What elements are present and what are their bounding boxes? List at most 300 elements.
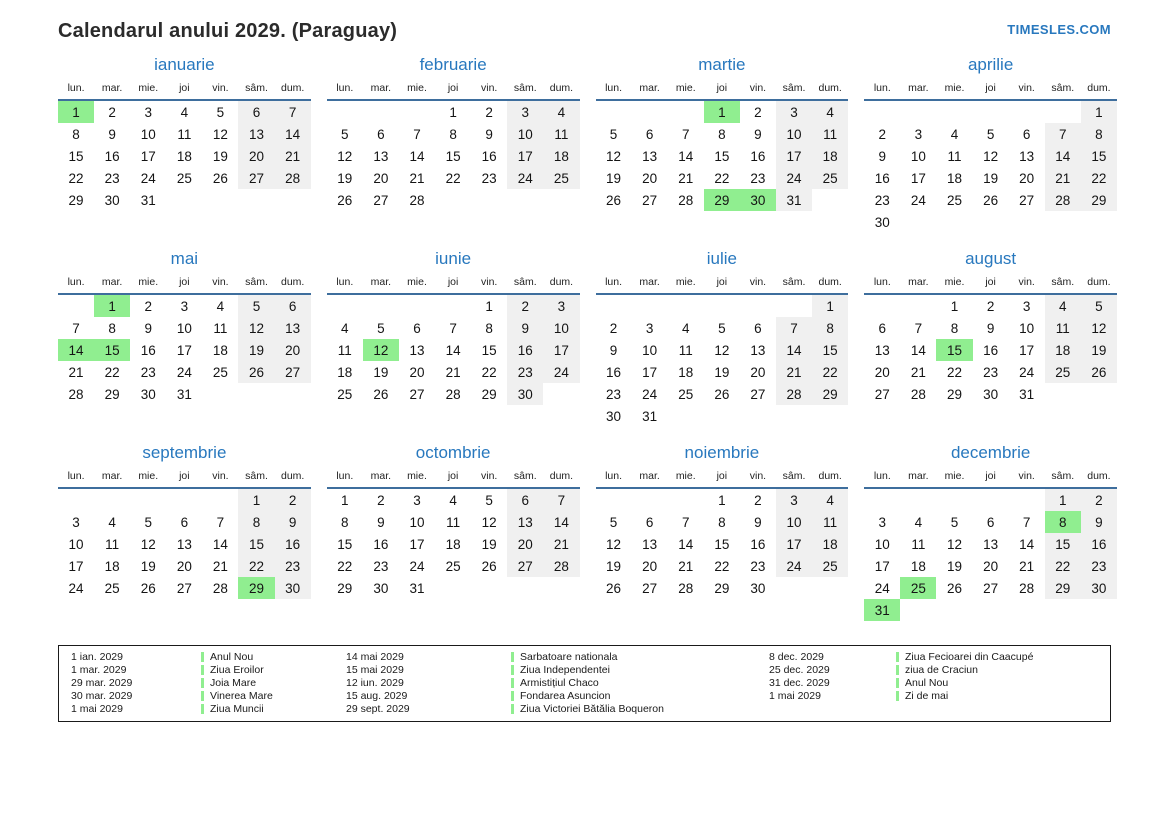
- weekday-label: vin.: [1009, 82, 1045, 100]
- day-cell: 3: [507, 100, 543, 123]
- holiday-marker: [896, 678, 899, 688]
- empty-cell: [1009, 488, 1045, 511]
- holiday-marker: [201, 652, 204, 662]
- day-cell: 18: [445, 536, 461, 552]
- day-cell: 13: [238, 123, 274, 145]
- holiday-name-text: Ziua Muncii: [210, 702, 264, 715]
- day-cell: 20: [238, 145, 274, 167]
- holiday-marker: [201, 678, 204, 688]
- day-cell: 4: [681, 320, 690, 336]
- day-cell: 27: [409, 386, 425, 402]
- weekday-label: lun.: [58, 470, 94, 488]
- day-cell: 28: [68, 386, 84, 402]
- legend-row: [346, 689, 769, 702]
- empty-cell: [596, 100, 632, 123]
- day-cell: 16: [275, 533, 311, 555]
- day-cell: 28: [1045, 189, 1081, 211]
- weekday-label: sâm.: [507, 82, 543, 100]
- empty-cell: [900, 294, 936, 317]
- month-table: [864, 82, 1117, 233]
- day-cell: 12: [481, 514, 497, 530]
- holidays-legend: [58, 645, 1111, 722]
- day-cell: 26: [946, 580, 962, 596]
- month-table: [864, 276, 1117, 405]
- day-cell: 24: [874, 580, 890, 596]
- empty-cell: [740, 294, 776, 317]
- day-cell: 3: [144, 104, 152, 120]
- holiday-date: 8 dec. 2029: [769, 651, 824, 664]
- month-title: ianuarie: [154, 55, 215, 74]
- holiday-date: 29 mar. 2029: [71, 676, 133, 689]
- day-cell: 19: [606, 170, 622, 186]
- month-iulie: [596, 249, 849, 427]
- weekday-label: mar.: [632, 470, 668, 488]
- day-cell: 11: [678, 342, 693, 358]
- day-cell: 17: [176, 342, 192, 358]
- day-cell: 29: [704, 189, 740, 211]
- day-cell: 31: [1019, 386, 1035, 402]
- day-cell: 30: [373, 580, 389, 596]
- day-cell: 4: [543, 100, 579, 123]
- day-cell: 9: [754, 126, 762, 142]
- weekday-label: dum.: [543, 276, 579, 294]
- day-cell: 24: [776, 555, 812, 577]
- legend-row: [71, 677, 346, 690]
- day-cell: 22: [481, 364, 497, 380]
- day-cell: 11: [911, 536, 926, 552]
- month-table: [58, 276, 311, 405]
- empty-cell: [936, 100, 972, 123]
- legend-group: [769, 651, 1104, 702]
- weekday-label: lun.: [58, 82, 94, 100]
- day-cell: 19: [946, 558, 962, 574]
- holiday-name: [201, 664, 264, 676]
- page-title: Calendarul anului 2029. (Paraguay): [58, 20, 398, 42]
- holiday-date: 1 ian. 2029: [71, 651, 123, 664]
- empty-cell: [363, 100, 399, 123]
- empty-cell: [471, 189, 507, 211]
- month-iunie: [327, 249, 580, 405]
- weekday-label: lun.: [596, 276, 632, 294]
- holiday-date: 29 sept. 2029: [346, 702, 410, 715]
- day-cell: 10: [140, 126, 156, 142]
- day-cell: 12: [337, 148, 353, 164]
- holiday-marker: [201, 704, 204, 714]
- day-cell: 14: [678, 148, 694, 164]
- holiday-name-text: Anul Nou: [210, 651, 254, 664]
- day-cell: 13: [874, 342, 890, 358]
- day-cell: 5: [609, 514, 618, 530]
- day-cell: 13: [642, 536, 658, 552]
- day-cell: 15: [337, 536, 353, 552]
- weekday-label: vin.: [1009, 470, 1045, 488]
- weekday-label: dum.: [543, 470, 579, 488]
- holiday-marker: [201, 691, 204, 701]
- day-cell: 16: [874, 170, 890, 186]
- day-cell: 10: [910, 148, 926, 164]
- day-cell: 8: [718, 514, 726, 530]
- month-septembrie: [58, 443, 311, 599]
- weekday-label: lun.: [864, 82, 900, 100]
- day-cell: 8: [718, 126, 726, 142]
- empty-cell: [1045, 211, 1081, 233]
- day-cell: 18: [678, 364, 694, 380]
- day-cell: 13: [1019, 148, 1035, 164]
- day-cell: 21: [409, 170, 425, 186]
- legend-row: [346, 651, 769, 664]
- day-cell: 25: [104, 580, 120, 596]
- day-cell: 19: [481, 536, 497, 552]
- day-cell: 8: [950, 320, 959, 336]
- holiday-name-text: Zi de mai: [905, 689, 949, 702]
- day-cell: 17: [1019, 342, 1035, 358]
- empty-cell: [435, 577, 471, 599]
- empty-cell: [543, 577, 579, 599]
- weekday-label: mar.: [632, 276, 668, 294]
- month-table: [58, 82, 311, 211]
- weekday-label: vin.: [740, 82, 776, 100]
- day-cell: 9: [485, 126, 493, 142]
- weekday-label: mie.: [936, 276, 972, 294]
- day-cell: 6: [377, 126, 385, 142]
- weekday-label: joi: [704, 276, 740, 294]
- day-cell: 22: [104, 364, 120, 380]
- day-cell: 26: [337, 192, 353, 208]
- day-cell: 7: [413, 126, 421, 142]
- empty-cell: [275, 383, 311, 405]
- day-cell: 15: [1045, 533, 1081, 555]
- day-cell: 6: [413, 320, 421, 336]
- weekday-label: vin.: [471, 82, 507, 100]
- day-cell: 24: [543, 361, 579, 383]
- holiday-date: 15 aug. 2029: [346, 689, 408, 702]
- day-cell: 10: [68, 536, 84, 552]
- day-cell: 16: [750, 536, 766, 552]
- weekday-label: sâm.: [1045, 276, 1081, 294]
- day-cell: 20: [507, 533, 543, 555]
- day-cell: 25: [445, 558, 461, 574]
- day-cell: 4: [108, 514, 116, 530]
- day-cell: 2: [986, 298, 995, 314]
- day-cell: 27: [983, 580, 999, 596]
- day-cell: 31: [642, 408, 658, 424]
- empty-cell: [900, 488, 936, 511]
- weekday-label: joi: [704, 470, 740, 488]
- day-cell: 26: [373, 386, 389, 402]
- day-cell: 23: [874, 192, 890, 208]
- day-cell: 26: [983, 192, 999, 208]
- day-cell: 22: [714, 170, 730, 186]
- holiday-name: [201, 703, 264, 715]
- day-cell: 10: [642, 342, 658, 358]
- topbar: [0, 0, 1169, 43]
- empty-cell: [507, 577, 543, 599]
- month-octombrie: [327, 443, 580, 599]
- month-table: [327, 276, 580, 405]
- holiday-name: [511, 651, 618, 663]
- holiday-name-text: Fondarea Asuncion: [520, 689, 611, 702]
- weekday-label: dum.: [1081, 276, 1117, 294]
- day-cell: 15: [68, 148, 84, 164]
- holiday-name-text: Sarbatoare nationala: [520, 651, 618, 664]
- day-cell: 24: [1019, 364, 1035, 380]
- day-cell: 20: [642, 170, 658, 186]
- day-cell: 7: [216, 514, 225, 530]
- weekday-label: mie.: [936, 470, 972, 488]
- day-cell: 8: [341, 514, 349, 530]
- day-cell: 15: [1081, 145, 1117, 167]
- day-cell: 15: [445, 148, 461, 164]
- day-cell: 16: [140, 342, 156, 358]
- day-cell: 18: [910, 558, 926, 574]
- day-cell: 17: [140, 148, 156, 164]
- weekday-label: joi: [435, 276, 471, 294]
- holiday-name: [201, 677, 256, 689]
- weekday-label: mie.: [668, 276, 704, 294]
- weekday-label: sâm.: [776, 82, 812, 100]
- day-cell: 7: [543, 488, 579, 511]
- day-cell: 24: [176, 364, 192, 380]
- day-cell: 28: [275, 167, 311, 189]
- day-cell: 7: [449, 320, 457, 336]
- holiday-marker: [511, 678, 514, 688]
- day-cell: 29: [68, 192, 84, 208]
- empty-cell: [166, 189, 202, 211]
- empty-cell: [327, 100, 363, 123]
- day-cell: 2: [275, 488, 311, 511]
- holiday-marker: [511, 704, 514, 714]
- day-cell: 18: [176, 148, 192, 164]
- empty-cell: [1045, 599, 1081, 621]
- day-cell: 30: [740, 189, 776, 211]
- empty-cell: [776, 405, 812, 427]
- weekday-label: mie.: [399, 82, 435, 100]
- day-cell: 24: [776, 167, 812, 189]
- day-cell: 18: [337, 364, 353, 380]
- day-cell: 15: [481, 342, 497, 358]
- day-cell: 2: [507, 294, 543, 317]
- day-cell: 28: [543, 555, 579, 577]
- weekday-label: dum.: [812, 470, 848, 488]
- day-cell: 15: [94, 339, 130, 361]
- weekday-label: sâm.: [1045, 82, 1081, 100]
- day-cell: 22: [1045, 555, 1081, 577]
- day-cell: 27: [176, 580, 192, 596]
- month-table: [58, 470, 311, 599]
- day-cell: 30: [275, 577, 311, 599]
- holiday-date: 1 mai 2029: [769, 689, 821, 702]
- day-cell: 25: [678, 386, 694, 402]
- day-cell: 1: [58, 100, 94, 123]
- day-cell: 15: [714, 536, 730, 552]
- weekday-label: lun.: [327, 82, 363, 100]
- day-cell: 23: [507, 361, 543, 383]
- day-cell: 1: [812, 294, 848, 317]
- day-cell: 11: [446, 514, 461, 530]
- month-decembrie: [864, 443, 1117, 621]
- holiday-name-text: Anul Nou: [905, 676, 949, 689]
- day-cell: 1: [1045, 488, 1081, 511]
- month-august: [864, 249, 1117, 405]
- day-cell: 15: [936, 339, 972, 361]
- day-cell: 21: [445, 364, 461, 380]
- day-cell: 10: [776, 511, 812, 533]
- day-cell: 30: [507, 383, 543, 405]
- day-cell: 28: [776, 383, 812, 405]
- day-cell: 7: [1045, 123, 1081, 145]
- day-cell: 6: [754, 320, 762, 336]
- day-cell: 12: [606, 148, 622, 164]
- day-cell: 23: [104, 170, 120, 186]
- holiday-name-text: Ziua Fecioarei din Caacupé: [905, 651, 1034, 664]
- day-cell: 17: [776, 533, 812, 555]
- day-cell: 27: [1019, 192, 1035, 208]
- weekday-label: vin.: [740, 470, 776, 488]
- day-cell: 22: [337, 558, 353, 574]
- day-cell: 31: [409, 580, 425, 596]
- day-cell: 21: [776, 361, 812, 383]
- day-cell: 10: [776, 123, 812, 145]
- weekday-label: joi: [166, 82, 202, 100]
- weekday-label: lun.: [327, 470, 363, 488]
- day-cell: 31: [864, 599, 900, 621]
- legend-group: [71, 651, 346, 715]
- weekday-label: sâm.: [238, 470, 274, 488]
- day-cell: 16: [104, 148, 120, 164]
- day-cell: 16: [750, 148, 766, 164]
- day-cell: 8: [449, 126, 457, 142]
- day-cell: 5: [950, 514, 959, 530]
- day-cell: 2: [108, 104, 116, 120]
- site-link[interactable]: TIMESLES.COM: [1007, 22, 1111, 37]
- month-table: [596, 470, 849, 599]
- legend-row: [71, 702, 346, 715]
- weekday-label: joi: [166, 470, 202, 488]
- day-cell: 3: [645, 320, 654, 336]
- day-cell: 3: [776, 100, 812, 123]
- day-cell: 30: [874, 214, 890, 230]
- day-cell: 27: [275, 361, 311, 383]
- day-cell: 2: [485, 104, 493, 120]
- day-cell: 16: [606, 364, 622, 380]
- day-cell: 17: [874, 558, 890, 574]
- holiday-date: 12 iun. 2029: [346, 676, 404, 689]
- day-cell: 28: [409, 192, 425, 208]
- day-cell: 11: [337, 342, 352, 358]
- empty-cell: [507, 189, 543, 211]
- day-cell: 26: [606, 580, 622, 596]
- day-cell: 9: [609, 342, 618, 358]
- empty-cell: [1081, 599, 1117, 621]
- legend-row: [71, 689, 346, 702]
- day-cell: 2: [754, 104, 762, 120]
- holiday-name: [511, 703, 664, 715]
- day-cell: 18: [812, 145, 848, 167]
- day-cell: 9: [275, 511, 311, 533]
- day-cell: 18: [946, 170, 962, 186]
- empty-cell: [327, 294, 363, 317]
- day-cell: 21: [910, 364, 926, 380]
- month-title: iulie: [706, 249, 737, 268]
- holiday-name-text: Ziua Victoriei Bătălia Boqueron: [520, 702, 664, 715]
- empty-cell: [596, 294, 632, 317]
- holiday-date: 1 mar. 2029: [71, 664, 127, 677]
- month-table: [596, 276, 849, 427]
- weekday-label: mie.: [130, 470, 166, 488]
- holiday-name: [896, 651, 1033, 663]
- day-cell: 12: [606, 536, 622, 552]
- holiday-date: 25 dec. 2029: [769, 664, 830, 677]
- month-table: [327, 82, 580, 211]
- weekday-label: sâm.: [238, 276, 274, 294]
- day-cell: 21: [212, 558, 228, 574]
- month-mai: [58, 249, 311, 405]
- empty-cell: [740, 405, 776, 427]
- holiday-name-text: Ziua Eroilor: [210, 664, 264, 677]
- day-cell: 12: [212, 126, 228, 142]
- day-cell: 3: [180, 298, 189, 314]
- day-cell: 9: [1081, 511, 1117, 533]
- legend-group: [346, 651, 769, 715]
- day-cell: 6: [180, 514, 189, 530]
- day-cell: 11: [105, 536, 120, 552]
- day-cell: 9: [144, 320, 152, 336]
- day-cell: 22: [238, 555, 274, 577]
- empty-cell: [1009, 599, 1045, 621]
- weekday-label: mar.: [94, 276, 130, 294]
- month-title: octombrie: [415, 443, 491, 462]
- day-cell: 14: [910, 342, 926, 358]
- month-title: aprilie: [967, 55, 1014, 74]
- empty-cell: [202, 189, 238, 211]
- weekday-label: vin.: [202, 82, 238, 100]
- holiday-date: 31 dec. 2029: [769, 676, 830, 689]
- empty-cell: [94, 488, 130, 511]
- day-cell: 1: [718, 492, 726, 508]
- weekday-label: lun.: [327, 276, 363, 294]
- holiday-date: 30 mar. 2029: [71, 689, 133, 702]
- day-cell: 3: [543, 294, 579, 317]
- day-cell: 3: [914, 126, 923, 142]
- day-cell: 5: [718, 320, 726, 336]
- month-table: [864, 470, 1117, 621]
- holiday-name-text: Armistițiul Chaco: [520, 676, 599, 689]
- empty-cell: [812, 405, 848, 427]
- day-cell: 19: [140, 558, 156, 574]
- day-cell: 6: [238, 100, 274, 123]
- day-cell: 16: [1081, 533, 1117, 555]
- day-cell: 27: [238, 167, 274, 189]
- day-cell: 3: [878, 514, 887, 530]
- day-cell: 13: [373, 148, 389, 164]
- day-cell: 14: [409, 148, 425, 164]
- legend-row: [769, 664, 1104, 677]
- day-cell: 9: [108, 126, 116, 142]
- month-title: august: [965, 249, 1017, 268]
- day-cell: 12: [238, 317, 274, 339]
- day-cell: 29: [337, 580, 353, 596]
- day-cell: 1: [449, 104, 457, 120]
- empty-cell: [202, 383, 238, 405]
- day-cell: 3: [72, 514, 80, 530]
- day-cell: 5: [1081, 294, 1117, 317]
- day-cell: 13: [507, 511, 543, 533]
- empty-cell: [632, 488, 668, 511]
- day-cell: 13: [750, 342, 766, 358]
- weekday-label: vin.: [202, 470, 238, 488]
- day-cell: 1: [94, 294, 130, 317]
- day-cell: 25: [176, 170, 192, 186]
